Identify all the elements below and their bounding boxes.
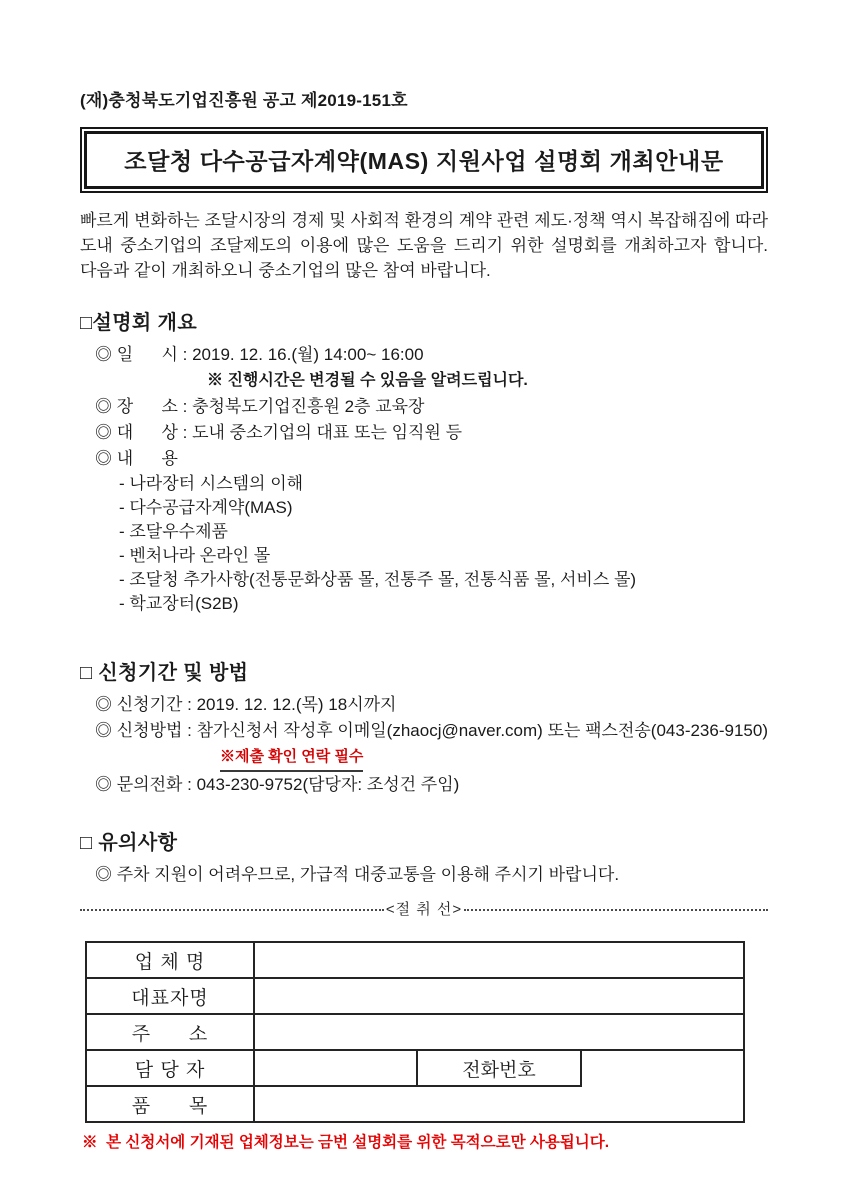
table-row (86, 978, 744, 1014)
contents-item-mas: - 다수공급자계약(MAS) (119, 498, 293, 517)
application-form-table (85, 941, 745, 1123)
phone-number-label: 전화번호 (417, 1050, 580, 1086)
contents-item-excellent-product: - 조달우수제품 (119, 522, 228, 541)
contents-item-venture-nara: - 벤처나라 온라인 몰 (119, 546, 271, 565)
overview-time-note: ※ 진행시간은 변경될 수 있음을 알려드립니다. (207, 372, 528, 389)
table-row (86, 942, 744, 978)
apply-submit-note: ※제출 확인 연락 필수 (220, 744, 363, 772)
table-row (86, 1050, 744, 1086)
goods-field (254, 1086, 744, 1122)
company-name-field (254, 942, 744, 978)
address-field (254, 1014, 744, 1050)
notes-parking-line: ◎ 주차 지원이 어려우므로, 가급적 대중교통을 이용해 주시기 바랍니다. (95, 865, 620, 884)
contents-item-narajangteo: - 나라장터 시스템의 이해 (119, 474, 304, 493)
contents-item-s2b: - 학교장터(S2B) (119, 594, 239, 613)
apply-period-line: ◎ 신청기간 : 2019. 12. 12.(목) 18시까지 (95, 695, 397, 714)
section-heading-apply: □ 신청기간 및 방법 (80, 662, 249, 684)
overview-target-line: ◎ 대 상 : 도내 중소기업의 대표 또는 임직원 등 (95, 423, 463, 442)
contact-person-field (254, 1050, 417, 1086)
cut-line-dots-left (80, 909, 384, 911)
section-heading-overview: □설명회 개요 (80, 312, 198, 334)
address-label: 주 소 (86, 1014, 254, 1050)
ceo-name-field (254, 978, 744, 1014)
contents-item-additional-malls: - 조달청 추가사항(전통문화상품 몰, 전통주 몰, 전통식품 몰, 서비스 몰) (119, 570, 637, 589)
cut-line (80, 899, 768, 920)
cut-line-dots-right (464, 909, 768, 911)
section-heading-notes: □ 유의사항 (80, 832, 178, 854)
phone-number-field (581, 1050, 744, 1086)
intro-paragraph: 빠르게 변화하는 조달시장의 경제 및 사회적 환경의 계약 관련 제도·정책 역시 복잡해짐에 따라 도내 중소기업의 조달제도의 이용에 많은 도움을 드리기 위한 설명회를 개최하고자 합니다. 다음과 같이 개최하오니 중소기업의 많은 참여 바랍니다. (80, 211, 768, 280)
ceo-name-label: 대표자명 (86, 978, 254, 1014)
table-row (86, 1086, 744, 1122)
overview-contents-label: ◎ 내 용 (95, 449, 178, 468)
company-name-label: 업 체 명 (86, 942, 254, 978)
privacy-note: ※ 본 신청서에 기재된 업체정보는 금번 설명회를 위한 목적으로만 사용됩니다. (82, 1134, 610, 1151)
table-row (86, 1014, 744, 1050)
overview-place-line: ◎ 장 소 : 충청북도기업진흥원 2층 교육장 (95, 397, 425, 416)
apply-method-line: ◎ 신청방법 : 참가신청서 작성후 이메일(zhaocj@naver.com) 또는 팩스전송(043-236-9150) (95, 721, 768, 740)
goods-label: 품 목 (86, 1086, 254, 1122)
apply-contact-line: ◎ 문의전화 : 043-230-9752(담당자: 조성건 주임) (95, 775, 460, 794)
notice-number: (재)충청북도기업진흥원 공고 제2019-151호 (80, 91, 408, 110)
cut-line-label: <절 취 선> (385, 901, 463, 918)
overview-date-line: ◎ 일 시 : 2019. 12. 16.(월) 14:00~ 16:00 (95, 345, 424, 364)
title-box (80, 127, 768, 193)
document-title: 조달청 다수공급자계약(MAS) 지원사업 설명회 개최안내문 (84, 131, 764, 189)
contact-person-label: 담 당 자 (86, 1050, 254, 1086)
